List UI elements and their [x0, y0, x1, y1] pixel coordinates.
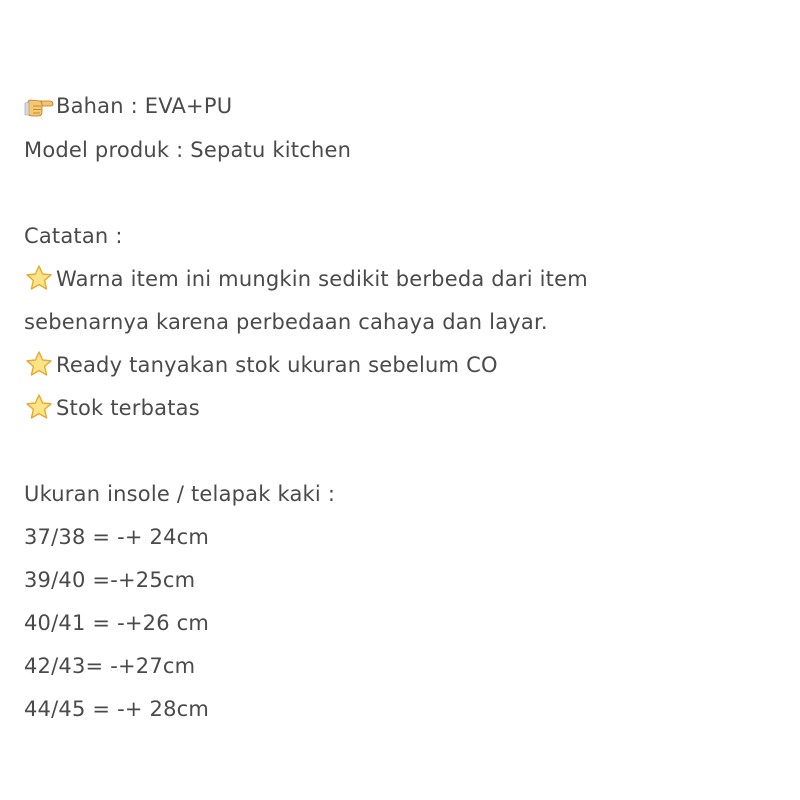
- note-text: Ready tanyakan stok ukuran sebelum CO: [56, 353, 498, 377]
- size-row: 39/40 =-+25cm: [24, 568, 196, 592]
- size-row: 42/43= -+27cm: [24, 654, 196, 678]
- pointing-hand-icon: [24, 90, 54, 120]
- sizes-heading: Ukuran insole / telapak kaki :: [24, 482, 336, 506]
- star-icon: [24, 349, 54, 379]
- star-icon: [24, 392, 54, 422]
- size-row: 40/41 = -+26 cm: [24, 611, 210, 635]
- note-text-continued: sebenarnya karena perbedaan cahaya dan layar.: [24, 310, 548, 334]
- star-icon: [24, 263, 54, 293]
- material-line: [24, 89, 232, 123]
- note-text: Warna item ini mungkin sedikit berbeda dari item: [56, 267, 588, 291]
- size-row: 37/38 = -+ 24cm: [24, 525, 210, 549]
- model-text: Model produk : Sepatu kitchen: [24, 138, 352, 162]
- note-item: [24, 391, 200, 425]
- size-row: 44/45 = -+ 28cm: [24, 697, 210, 721]
- material-text: Bahan : EVA+PU: [56, 94, 233, 118]
- note-item: [24, 262, 588, 296]
- note-text: Stok terbatas: [56, 396, 200, 420]
- notes-heading: Catatan :: [24, 224, 123, 248]
- note-item: [24, 348, 498, 382]
